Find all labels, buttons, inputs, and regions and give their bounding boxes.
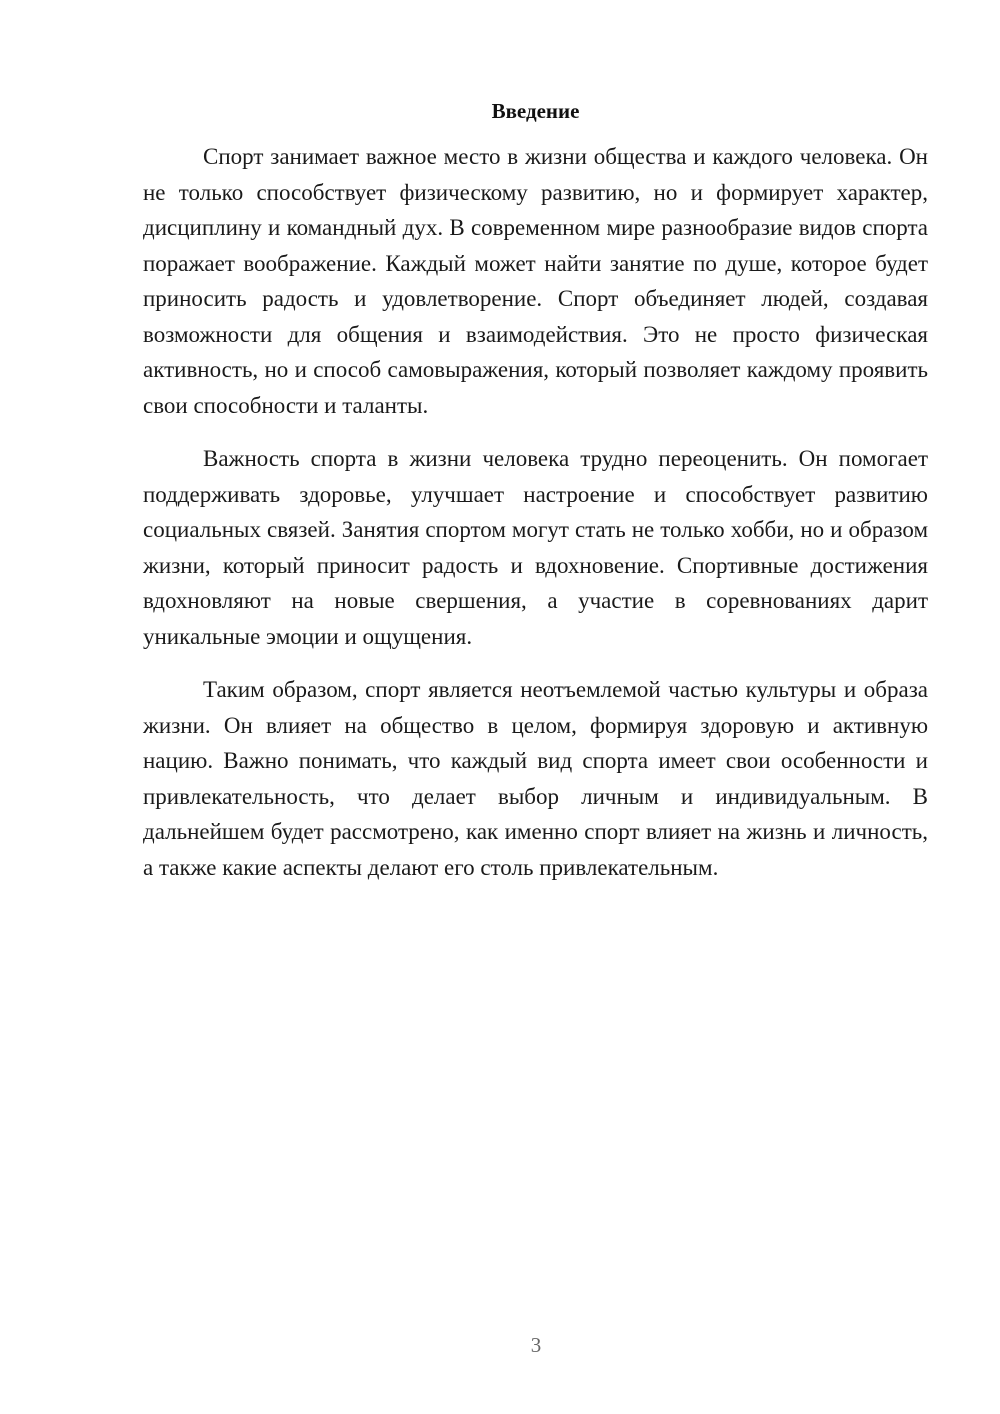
paragraph-2: Важность спорта в жизни человека трудно переоценить. Он помогает поддерживать здоровье, улучшает настроение и способствует развитию социальных связей. Занятия спортом могут стать не только хобби, но и образом жизни, который приносит радость и вдохновение. Спортивные достижения вдохновляют на новые свершения, а участие в соревнованиях дарит уникальные эмоции и ощущения. [143,446,928,649]
page-content [143,96,928,903]
section-title: Введение [491,99,580,123]
paragraph-1: Спорт занимает важное место в жизни общества и каждого человека. Он не только способствует физическому развитию, но и формирует характер, дисциплину и командный дух. В современном мире разнообразие видов спорта поражает воображение. Каждый может найти занятие по душе, которое будет приносить радость и удовлетворение. Спорт объединяет людей, создавая возможности для общения и взаимодействия. Это не просто физическая активность, но и способ самовыражения, который позволяет каждому проявить свои способности и таланты. [143,144,928,418]
page-number: 3 [530,1333,542,1357]
paragraph-3: Таким образом, спорт является неотъемлемой частью культуры и образа жизни. Он влияет на общество в целом, формируя здоровую и активную нацию. Важно понимать, что каждый вид спорта имеет свои особенности и привлекательность, что делает выбор личным и индивидуальным. В дальнейшем будет рассмотрено, как именно спорт влияет на жизнь и личность, а также какие аспекты делают его столь привлекательным. [143,677,928,880]
